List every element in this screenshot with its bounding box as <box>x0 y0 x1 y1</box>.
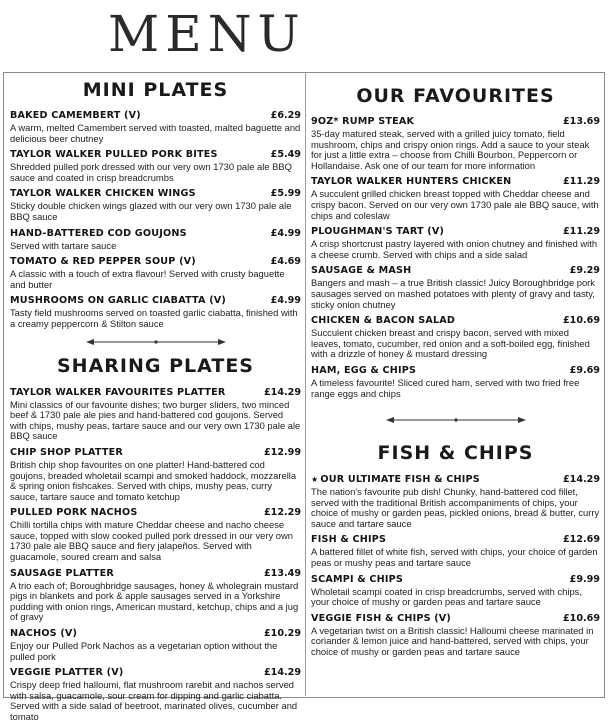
menu-item <box>311 364 600 399</box>
menu-item-description: A timeless favourite! Sliced cured ham, served with two fried free range eggs and chips <box>311 376 580 399</box>
section-title-mini-plates: MINI PLATES <box>82 79 229 101</box>
menu-item-name-text: FISH & CHIPS <box>311 534 387 546</box>
menu-item-description: A warm, melted Camembert served with toasted, malted baguette and delicious beer chutney <box>10 122 301 144</box>
menu-item-description: A vegetarian twist on a British classic! Halloumi cheese marinated in coriander & lemon juice and hand-battered, served with chips, your choice of mushy or garden peas and tartare sauce <box>311 624 594 658</box>
menu-item-header <box>10 666 301 679</box>
menu-item <box>10 187 301 222</box>
menu-item-description: Served with tartare sauce <box>10 239 117 251</box>
menu-item-name-text: TAYLOR WALKER HUNTERS CHICKEN <box>311 176 512 188</box>
menu-item <box>10 567 301 623</box>
menu-item-name-text: OUR ULTIMATE FISH & CHIPS <box>320 474 480 486</box>
menu-item <box>311 314 600 360</box>
menu-item-description: Chilli tortilla chips with mature Cheddar cheese and nacho cheese sauce, topped with slow cooked pulled pork dressed in our very own 1730 pale ale BBQ sauce and fiery jalapeños. Served with guacamole, soured cream and salsa <box>10 519 293 563</box>
menu-item-description: Wholetail scampi coated in crisp breadcrumbs, served with chips, your choice of mushy or garden peas and tartare sauce <box>311 585 582 608</box>
menu-item-name-text: MUSHROOMS ON GARLIC CIABATTA (V) <box>10 295 226 307</box>
menu-item-header <box>10 294 301 307</box>
menu-item-price: £10.69 <box>562 612 600 624</box>
menu-item-price: £4.69 <box>270 256 301 268</box>
menu-item-description: Bangers and mash – a true British classic! Juicy Boroughbridge pork sausages served on mashed potatoes with plenty of gravy and tasty, sticky onion chutney <box>311 277 595 310</box>
menu-item-price: £9.29 <box>569 265 600 277</box>
menu-item-header <box>10 255 301 268</box>
menu-item-price: £5.49 <box>270 149 301 161</box>
menu-item-name-text: NACHOS (V) <box>10 628 78 640</box>
menu-item-header <box>10 109 301 122</box>
menu-item-name-text: HAND-BATTERED COD GOUJONS <box>10 227 187 239</box>
menu-item-price: £14.29 <box>263 667 301 679</box>
menu-item-name-text: TAYLOR WALKER PULLED PORK BITES <box>10 149 218 161</box>
menu-item <box>311 612 600 658</box>
menu-item-name-text: VEGGIE PLATTER (V) <box>10 667 124 679</box>
right-column <box>311 76 600 658</box>
fish-chips-list <box>311 473 600 658</box>
menu-item-header <box>10 627 301 640</box>
menu-item-name <box>10 109 141 122</box>
menu-item-description: A classic with a touch of extra flavour! Served with crusty baguette and butter <box>10 268 285 290</box>
menu-item <box>10 627 301 662</box>
menu-item <box>10 227 301 252</box>
menu-item-name <box>10 386 226 399</box>
menu-item-name <box>10 666 123 679</box>
menu-item-header <box>311 364 600 377</box>
menu-item-header <box>10 446 301 459</box>
menu-item-price: £12.99 <box>263 446 301 458</box>
menu-item-header <box>311 314 600 327</box>
menu-item-price: £10.29 <box>263 628 301 640</box>
menu-item-header <box>10 227 301 240</box>
menu-item-name <box>311 115 414 128</box>
menu-item <box>10 386 301 442</box>
menu-item-description: Shredded pulled pork dressed with our very own 1730 pale ale BBQ sauce and coated in crisp breadcrumbs <box>10 161 292 183</box>
menu-item-description: Crispy deep fried halloumi, flat mushroom rarebit and nachos served with salsa, guacamole, sour cream for dipping and garlic ciabatta. Served with a side salad of beetroot, marinated olives, cucumber and tomato <box>10 679 298 722</box>
menu-item-name-text: TOMATO & RED PEPPER SOUP (V) <box>10 256 196 268</box>
menu-item-header <box>10 386 301 399</box>
menu-item-name-text: CHIP SHOP PLATTER <box>10 446 123 458</box>
menu-item-header <box>311 225 600 238</box>
menu-item-name <box>10 187 196 200</box>
menu-item <box>10 148 301 183</box>
menu-item-header <box>10 506 301 519</box>
menu-item-name <box>10 148 218 161</box>
menu-item-name <box>10 627 77 640</box>
menu-item-name-text: PLOUGHMAN'S TART (V) <box>311 226 445 238</box>
menu-item-name <box>311 612 451 625</box>
menu-item-description: A succulent grilled chicken breast topped with Cheddar cheese and crispy bacon. Served on our very own 1730 pale ale BBQ sauce, with chips and coleslaw <box>311 188 599 221</box>
mini-plates-list <box>10 109 301 330</box>
ornament-divider <box>10 335 301 349</box>
menu-item-price: £12.69 <box>562 534 600 546</box>
menu-item-name-text: TAYLOR WALKER FAVOURITES PLATTER <box>10 386 226 398</box>
menu-item-description: Enjoy our Pulled Pork Nachos as a vegetarian option without the pulled pork <box>10 640 278 662</box>
menu-item-price: £6.29 <box>270 110 301 121</box>
menu-item-header <box>311 473 600 486</box>
menu-item-price: £14.29 <box>562 474 600 486</box>
section-title-our-favourites: OUR FAVOURITES <box>356 85 555 107</box>
menu-item-description: A battered fillet of white fish, served with chips, your choice of garden peas or mushy peas and tartare sauce <box>311 546 598 569</box>
menu-item-price: £13.69 <box>562 116 600 127</box>
section-title-fish-chips: FISH & CHIPS <box>377 442 534 465</box>
menu-item <box>10 506 301 562</box>
menu-item-name-text: 9OZ* RUMP STEAK <box>311 116 415 127</box>
ornament-divider <box>311 413 600 427</box>
menu-item <box>311 225 600 260</box>
menu-item-price: £9.69 <box>569 364 600 376</box>
menu-item-header <box>311 264 600 277</box>
menu-item <box>10 109 301 144</box>
menu-item-price: £11.29 <box>562 226 600 238</box>
menu-item-name <box>10 446 123 459</box>
menu-item <box>10 666 301 722</box>
menu-item-name <box>10 567 114 580</box>
menu-item-name-text: TAYLOR WALKER CHICKEN WINGS <box>10 188 196 200</box>
menu-item-name <box>10 227 187 240</box>
column-divider <box>305 72 306 696</box>
menu-item-description: A trio each of; Boroughbridge sausages, honey & wholegrain mustard pigs in blankets and pork & apple sausages served in a Yorkshire pudding with onion rings, American mustard, ketchup, chips and a jug of gravy <box>10 579 299 623</box>
menu-item-description: The nation's favourite pub dish! Chunky, hand-battered cod fillet, served with the traditional British accompaniments of chips, your choice of mushy or garden peas, pickled onions, bread & butter, curry sauce and tartare sauce <box>311 486 600 529</box>
menu-item-price: £4.99 <box>270 227 301 239</box>
menu-item <box>311 115 600 171</box>
menu-item <box>311 264 600 310</box>
menu-item-name <box>311 473 480 486</box>
menu-item-price: £9.99 <box>569 573 600 585</box>
menu-item-name-text: HAM, EGG & CHIPS <box>311 364 417 376</box>
menu-item-header <box>10 187 301 200</box>
menu-item <box>311 573 600 608</box>
menu-item-header <box>311 573 600 586</box>
menu-item-name-text: SAUSAGE PLATTER <box>10 567 115 579</box>
menu-item-name-text: VEGGIE FISH & CHIPS (V) <box>311 612 452 624</box>
menu-item-name <box>311 364 416 377</box>
ornament-flourish-icon <box>386 415 526 425</box>
menu-item-header <box>311 533 600 546</box>
menu-item-price: £11.29 <box>562 176 600 188</box>
menu-item-price: £12.29 <box>263 507 301 519</box>
menu-item-name-text: SCAMPI & CHIPS <box>311 573 403 585</box>
menu-item-name <box>311 175 511 188</box>
menu-item-price: £5.99 <box>270 188 301 200</box>
menu-item <box>10 446 301 502</box>
menu-item-header <box>311 175 600 188</box>
menu-item-description: A crisp shortcrust pastry layered with onion chutney and finished with a cheese crumb. Served with chips and a side salad <box>311 238 598 260</box>
menu-item <box>10 294 301 329</box>
menu-item <box>311 175 600 221</box>
menu-item-name-text: BAKED CAMEMBERT (V) <box>10 110 141 121</box>
menu-item-name <box>311 314 455 327</box>
menu-item-name-text: SAUSAGE & MASH <box>311 265 412 277</box>
menu-item-header <box>10 567 301 580</box>
our-favourites-list <box>311 115 600 399</box>
menu-item-description: 35-day matured steak, served with a grilled juicy tomato, field mushroom, chips and crispy onion rings. Add a sauce to your steak for just a little extra – choose from Chilli Bourbon, Peppercorn or Hollandaise. Ask one of our team for more information <box>311 128 590 171</box>
menu-item-name-text: PULLED PORK NACHOS <box>10 507 138 519</box>
menu-item-name <box>311 225 444 238</box>
menu-item <box>10 255 301 290</box>
menu-item-name <box>311 264 411 277</box>
menu-item-name <box>10 255 196 268</box>
menu-item-description: British chip shop favourites on one platter! Hand-battered cod goujons, breaded wholetail scampi and smoked haddock, mozzarella & spring onion fishcakes. Served with chips, mushy peas, curry sauce, tartare sauce and tomato ketchup <box>10 458 297 502</box>
star-icon: ★ <box>311 475 319 485</box>
ornament-flourish-icon <box>86 337 226 347</box>
menu-item-header <box>311 115 600 128</box>
menu-item-description: Sticky double chicken wings glazed with our very own 1730 pale ale BBQ sauce <box>10 200 292 222</box>
menu-item-price: £4.99 <box>270 295 301 307</box>
menu-item-price: £14.29 <box>263 386 301 398</box>
left-column <box>10 76 301 723</box>
menu-item-price: £13.49 <box>263 567 301 579</box>
section-title-sharing-plates: SHARING PLATES <box>57 354 254 377</box>
menu-item-name <box>10 294 226 307</box>
menu-item-description: Succulent chicken breast and crispy bacon, served with mixed leaves, tomato, cucumber, red onion and a soft-boiled egg, finished with a drizzle of honey & mustard dressing <box>311 327 590 360</box>
menu-item-description: Tasty field mushrooms served on toasted garlic ciabatta, finished with a creamy peppercorn & Stilton sauce <box>10 307 298 329</box>
menu-item-name-text: CHICKEN & BACON SALAD <box>311 315 456 327</box>
menu-item-name <box>311 573 403 586</box>
menu-item-name <box>311 533 386 546</box>
menu-title: MENU <box>108 5 306 63</box>
menu-item-name <box>10 506 137 519</box>
menu-item <box>311 533 600 568</box>
menu-item-header <box>311 612 600 625</box>
menu-item-description: Mini classics of our favourite dishes; two burger sliders, two minced beef & 1730 pale ale pies and hand-battered cod goujons. Served with chips, mushy peas, tartare sauce and our very own 1730 pale ale BBQ sauce <box>10 398 301 442</box>
menu-item <box>311 473 600 529</box>
sharing-plates-list <box>10 386 301 723</box>
menu-item-header <box>10 148 301 161</box>
menu-item-price: £10.69 <box>562 315 600 327</box>
